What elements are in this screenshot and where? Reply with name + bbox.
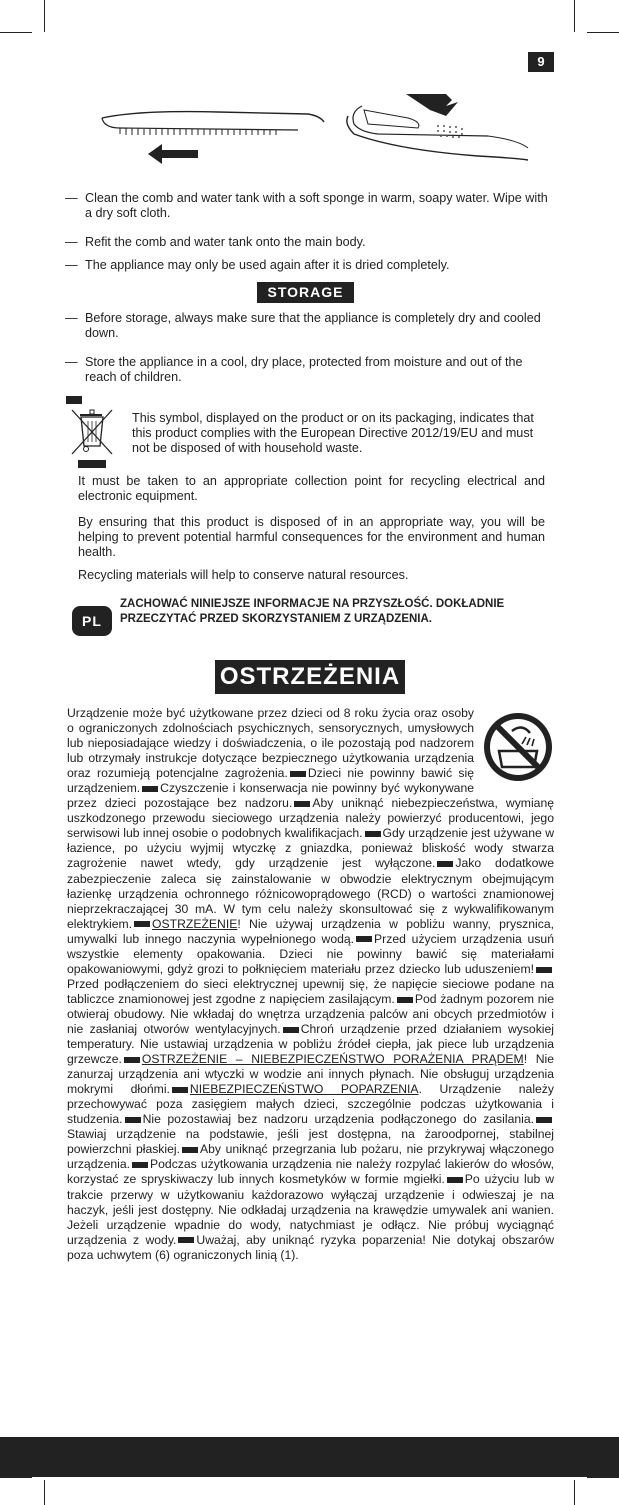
crop-mark	[574, 1480, 575, 1505]
page-number: 9	[528, 52, 554, 72]
water-tank-removal-illustration	[338, 88, 534, 168]
storage-step: — Store the appliance in a cool, dry place, protected from moisture and out of the reach of children.	[65, 355, 523, 384]
dash-marker: —	[65, 355, 78, 369]
separator-bar	[132, 1162, 148, 1168]
comb-removal-illustration	[98, 88, 328, 168]
storage-step: — Before storage, always make sure that the appliance is completely dry and cooled down.	[65, 311, 541, 340]
cleaning-step: — Clean the comb and water tank with a soft sponge in warm, soapy water. Wipe with a dry soft cloth.	[65, 191, 548, 220]
no-bathtub-warning-icon	[482, 711, 554, 783]
separator-bar	[134, 921, 150, 927]
disposal-paragraph: By ensuring that this product is disposed of in an appropriate way, you will be helping to prevent potential harmful consequences for the environment and human health.	[78, 515, 545, 559]
separator-bar	[125, 1117, 141, 1123]
separator-bar	[182, 1147, 198, 1153]
crop-mark	[0, 32, 32, 33]
language-badge-pl: PL	[72, 606, 112, 636]
footer-bar	[0, 1437, 619, 1477]
separator-bar	[447, 1177, 463, 1183]
weee-symbol-text: This symbol, displayed on the product or on its packaging, indicates that this product complies with the European Directive 2012/19/EU and must not be disposed of with household waste.	[132, 411, 534, 455]
separator-bar	[397, 997, 413, 1003]
cleaning-step: — The appliance may only be used again after it is dried completely.	[65, 258, 450, 272]
disposal-paragraph: Recycling materials will help to conserve natural resources.	[78, 568, 409, 582]
weee-crossed-bin-icon	[64, 396, 120, 470]
crop-mark	[0, 1477, 32, 1478]
separator-bar	[536, 1117, 552, 1123]
separator-bar	[536, 967, 552, 973]
separator-bar	[124, 1057, 140, 1063]
warnings-heading-pl: OSTRZEŻENIA	[215, 660, 405, 694]
separator-bar	[290, 771, 306, 777]
crop-mark	[44, 1480, 45, 1505]
storage-heading: STORAGE	[257, 282, 354, 303]
separator-bar	[365, 831, 381, 837]
separator-bar	[178, 1237, 194, 1243]
dash-marker: —	[65, 235, 78, 249]
crop-mark	[587, 1477, 619, 1478]
pl-intro: ZACHOWAĆ NINIEJSZE INFORMACJE NA PRZYSZŁOŚĆ. DOKŁADNIE PRZECZYTAĆ PRZED SKORZYSTANIEM Z URZĄDZENIA.	[120, 598, 505, 625]
crop-mark	[574, 0, 575, 32]
separator-bar	[172, 1087, 188, 1093]
pl-warnings-text: Urządzenie może być użytkowane przez dzieci od 8 roku życia oraz osoby o ograniczonych zdolnościach psychicznych, sensorycznych, umysłowych lub nieposiadające wiedzy i doświadczenia, o ile pozostają pod nadzorem lub otrzymały instrukcje dotyczące bezpiecznego użytkowania urządzenia oraz rozumieją potencjalne zagrożenia. Dzieci nie powinny bawić się urządzeniem. Czyszczenie i konserwacja nie powinny być wykonywane przez dzieci pozostające bez nadzoru. Aby uniknąć niebezpieczeństwa, wymianę uszkodzonego przewodu sieciowego urządzenia należy powierzyć producentowi, jego serwisowi lub innej osobie o podobnych kwalifikacjach. Gdy urządzenie jest używane w łazience, po użyciu wyjmij wtyczkę z gniazdka, ponieważ bliskość wody stwarza zagrożenie nawet wtedy, gdy urządzenie jest wyłączone. Jako dodatkowe zabezpieczenie zaleca się zainstalowanie w obwodzie elektrycznym obejmującym łazienkę urządzenia ochronnego różnicowoprądowego (RCD) o wartości znamionowej nieprzekraczającej 30 mA. W tym celu należy skonsultować się z wykwalifikowanym elektrykiem. OSTRZEŻENIE! Nie używaj urządzenia w pobliżu wanny, prysznica, umywalki lub innego naczynia wypełnionego wodą. Przed użyciem urządzenia usuń wszystkie elementy opakowania. Dzieci nie powinny bawić się materiałami opakowaniowymi, gdyż grozi to połknięciem materiału przez dziecko lub uduszeniem!Przed podłączeniem do sieci elektrycznej upewnij się, że napięcie sieciowe podane na tabliczce znamionowej jest zgodne z napięciem zasilającym. Pod żadnym pozorem nie otwieraj obudowy. Nie wkładaj do wnętrza urządzenia palców ani obcych przedmiotów i nie zasłaniaj otworów wentylacyjnych. Chroń urządzenie przed działaniem wysokiej temperatury. Nie ustawiaj urządzenia w pobliżu źródeł ciepła, jak piece lub urządzenia grzewcze. OSTRZEŻENIE – NIEBEZPIECZEŃSTWO PORAŻENIA PRĄDEM! Nie zanurzaj urządzenia ani wtyczki w wodzie ani innych płynach. Nie obsługuj urządzenia mokrymi dłońmi. NIEBEZPIECZEŃSTWO POPARZENIA. Urządzenie należy przechowywać poza zasięgiem małych dzieci, szczególnie podczas użytkowania i studzenia. Nie pozostawiaj bez nadzoru urządzenia podłączonego do zasilania.Stawiaj urządzenie na podstawie, jeśli jest dostępna, na żaroodpornej, stabilnej powierzchni płaskiej. Aby uniknąć przegrzania lub pożaru, nie przykrywaj włączonego urządzenia. Podczas użytkowania urządzenia nie należy rozpylać lakierów do włosów, korzystać ze spryskiwaczy lub innych kosmetyków w formie mgiełki. Po użyciu lub w trakcie przerwy w użytkowaniu każdorazowo wyłączaj urządzenie i odwieszaj je na haczyk, jeśli jest dostępny. Nie odkładaj urządzenia na krawędzie umywalek ani wanien. Jeżeli urządzenie wpadnie do wody, natychmiast je odłącz. Nie próbuj wyciągnąć urządzenia z wody. Uważaj, aby uniknąć ryzyka poparzenia! Nie dotykaj obszarów poza uchwytem (6) ograniczonych linią (1).	[67, 706, 555, 1262]
crop-mark	[44, 0, 45, 32]
crop-mark	[587, 32, 619, 33]
separator-bar	[294, 801, 310, 807]
separator-bar	[283, 1027, 299, 1033]
separator-bar	[356, 936, 372, 942]
dash-marker: —	[65, 258, 78, 272]
disposal-paragraph: It must be taken to an appropriate collection point for recycling electrical and electronic equipment.	[78, 474, 545, 503]
cleaning-step: — Refit the comb and water tank onto the main body.	[65, 235, 366, 249]
separator-bar	[437, 861, 453, 867]
dash-marker: —	[65, 191, 78, 205]
dash-marker: —	[65, 311, 78, 325]
separator-bar	[142, 786, 158, 792]
